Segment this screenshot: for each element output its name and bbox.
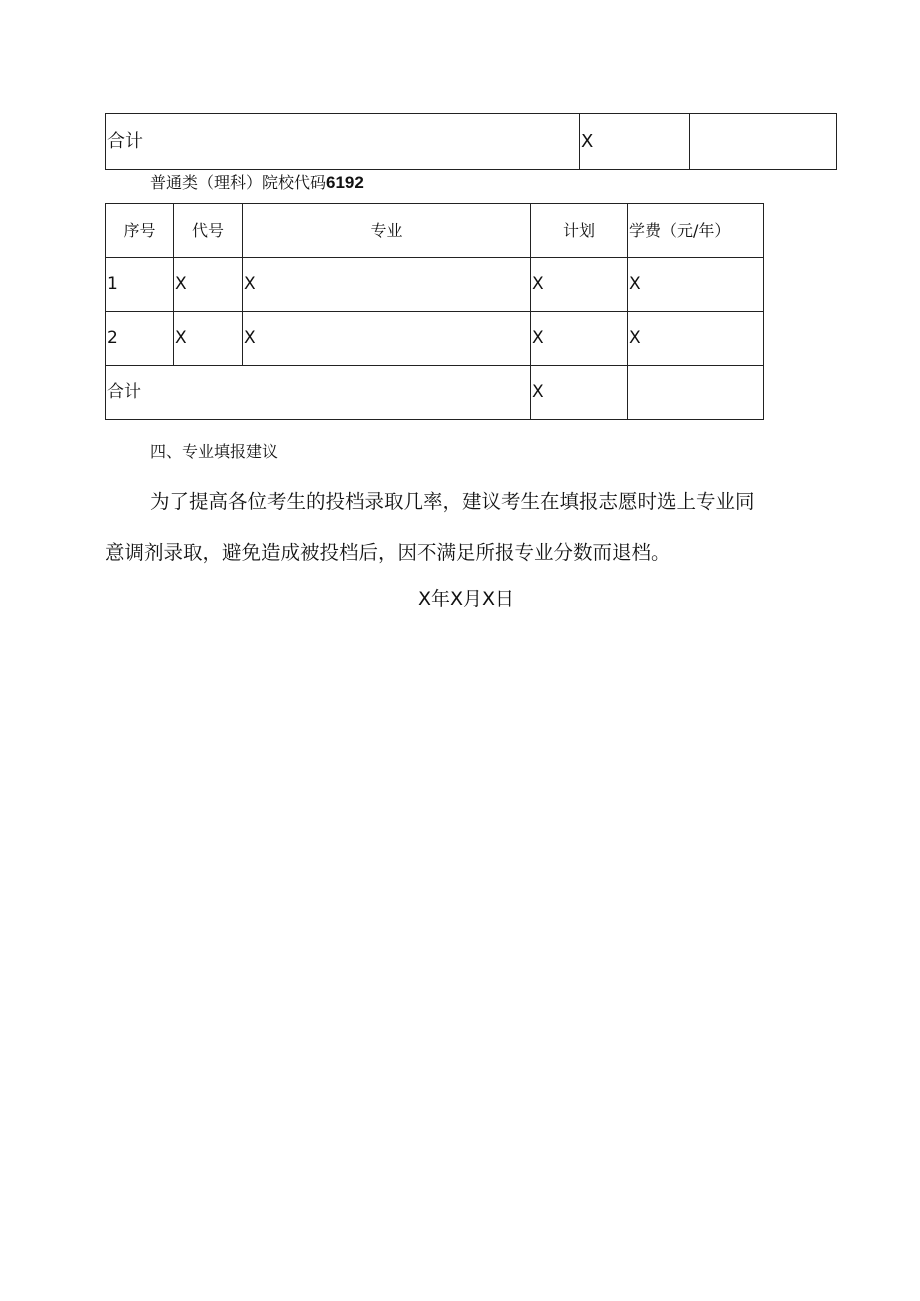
header-no: 序号 xyxy=(106,204,174,258)
table-row xyxy=(106,312,764,366)
school-category: 普通类（理科）院校代码 xyxy=(150,173,327,192)
total-label: 合计 xyxy=(106,114,580,170)
table-row-total xyxy=(106,114,837,170)
row-no: 2 xyxy=(106,312,174,366)
school-code-label xyxy=(150,174,364,191)
header-plan: 计划 xyxy=(531,204,628,258)
header-code: 代号 xyxy=(174,204,243,258)
total-plan: X xyxy=(531,366,628,420)
table-header-row xyxy=(106,204,764,258)
row-fee: X xyxy=(628,312,764,366)
school-code: 6192 xyxy=(326,173,364,192)
row-plan: X xyxy=(531,258,628,312)
row-fee: X xyxy=(628,258,764,312)
table-row-total xyxy=(106,366,764,420)
row-major: X xyxy=(243,312,531,366)
date-line: X年X月X日 xyxy=(418,588,515,610)
advice-paragraph-line-1: 为了提高各位考生的投档录取几率，建议考生在填报志愿时选上专业同 xyxy=(150,490,755,513)
total-label: 合计 xyxy=(106,366,531,420)
majors-table xyxy=(105,203,764,420)
advice-paragraph-line-2: 意调剂录取，避免造成被投档后，因不满足所报专业分数而退档。 xyxy=(105,541,671,564)
total-plan: X xyxy=(580,114,690,170)
total-fee xyxy=(628,366,764,420)
section-title: 四、专业填报建议 xyxy=(150,442,279,461)
header-major: 专业 xyxy=(243,204,531,258)
row-major: X xyxy=(243,258,531,312)
row-code: X xyxy=(174,258,243,312)
total-fee xyxy=(690,114,837,170)
row-no: 1 xyxy=(106,258,174,312)
table-row xyxy=(106,258,764,312)
row-plan: X xyxy=(531,312,628,366)
row-code: X xyxy=(174,312,243,366)
previous-table-total xyxy=(105,113,837,170)
header-fee: 学费（元/年） xyxy=(628,204,764,258)
